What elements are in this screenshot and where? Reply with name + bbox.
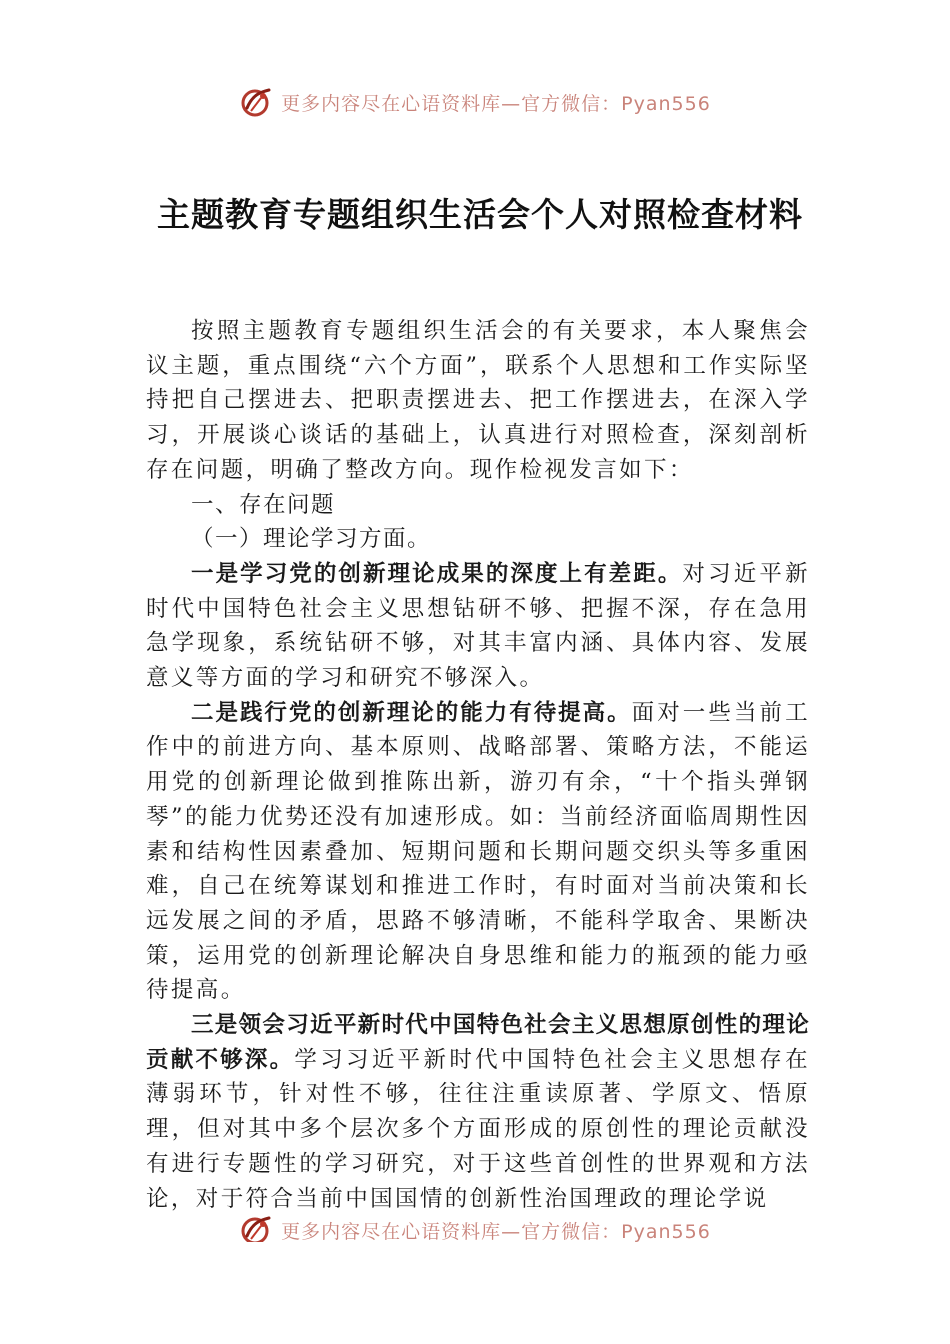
header-watermark-banner xyxy=(0,82,950,122)
watermark-text: 更多内容尽在心语资料库—官方微信：Pyan556 xyxy=(281,92,711,115)
subsection-heading: （一）理论学习方面。 xyxy=(191,526,432,553)
issue-paragraph xyxy=(146,557,810,696)
issue-body: 对习近平新时代中国特色社会主义思想钻研不够、把握不深，存在急用急学现象，系统钻研不够，对其丰富内涵、具体内容、发展意义等方面的学习和研究不够深入。 xyxy=(146,560,810,692)
issue-paragraph xyxy=(146,696,810,1008)
red-ink-stamp-icon xyxy=(239,1212,275,1242)
document-title: 主题教育专题组织生活会个人对照检查材料 xyxy=(157,195,803,234)
watermark-text: 更多内容尽在心语资料库—官方微信：Pyan556 xyxy=(281,1220,711,1242)
intro-paragraph: 按照主题教育专题组织生活会的有关要求，本人聚焦会议主题，重点围绕“六个方面”，联系个人思想和工作实际坚持把自己摆进去、把职责摆进去、把工作摆进去，在深入学习，开展谈心谈话的基础上，认真进行对照检查，深刻剖析存在问题，明确了整改方向。现作检视发言如下： xyxy=(146,318,810,483)
issue-lead: 一是学习党的创新理论成果的深度上有差距。 xyxy=(191,560,683,587)
issue-paragraph xyxy=(146,1008,810,1216)
issue-lead: 三是领会习近平新时代中国特色社会主义思想原创性的理论贡献不够深。 xyxy=(146,1012,810,1073)
red-ink-stamp-icon xyxy=(239,84,275,120)
footer-watermark-banner xyxy=(0,1206,950,1242)
issue-body: 学习习近平新时代中国特色社会主义思想存在薄弱环节，针对性不够，往往注重读原著、学原文、悟原理，但对其中多个层次多个方面形成的原创性的理论贡献没有进行专题性的学习研究，对于这些首创性的世界观和方法论，对于符合当前中国国情的创新性治国理政的理论学说 xyxy=(146,1046,810,1212)
issue-lead: 二是践行党的创新理论的能力有待提高。 xyxy=(191,699,632,726)
section-heading: 一、存在问题 xyxy=(191,491,336,518)
issue-body: 面对一些当前工作中的前进方向、基本原则、战略部署、策略方法，不能运用党的创新理论做到推陈出新，游刃有余，“十个指头弹钢琴”的能力优势还没有加速形成。如：当前经济面临周期性因素和结构性因素叠加、短期问题和长期问题交织头等多重困难，自己在统筹谋划和推进工作时，有时面对当前决策和长远发展之间的矛盾，思路不够清晰，不能科学取舍、果断决策，运用党的创新理论解决自身思维和能力的瓶颈的能力亟待提高。 xyxy=(146,699,810,1004)
document-body xyxy=(146,314,810,1216)
